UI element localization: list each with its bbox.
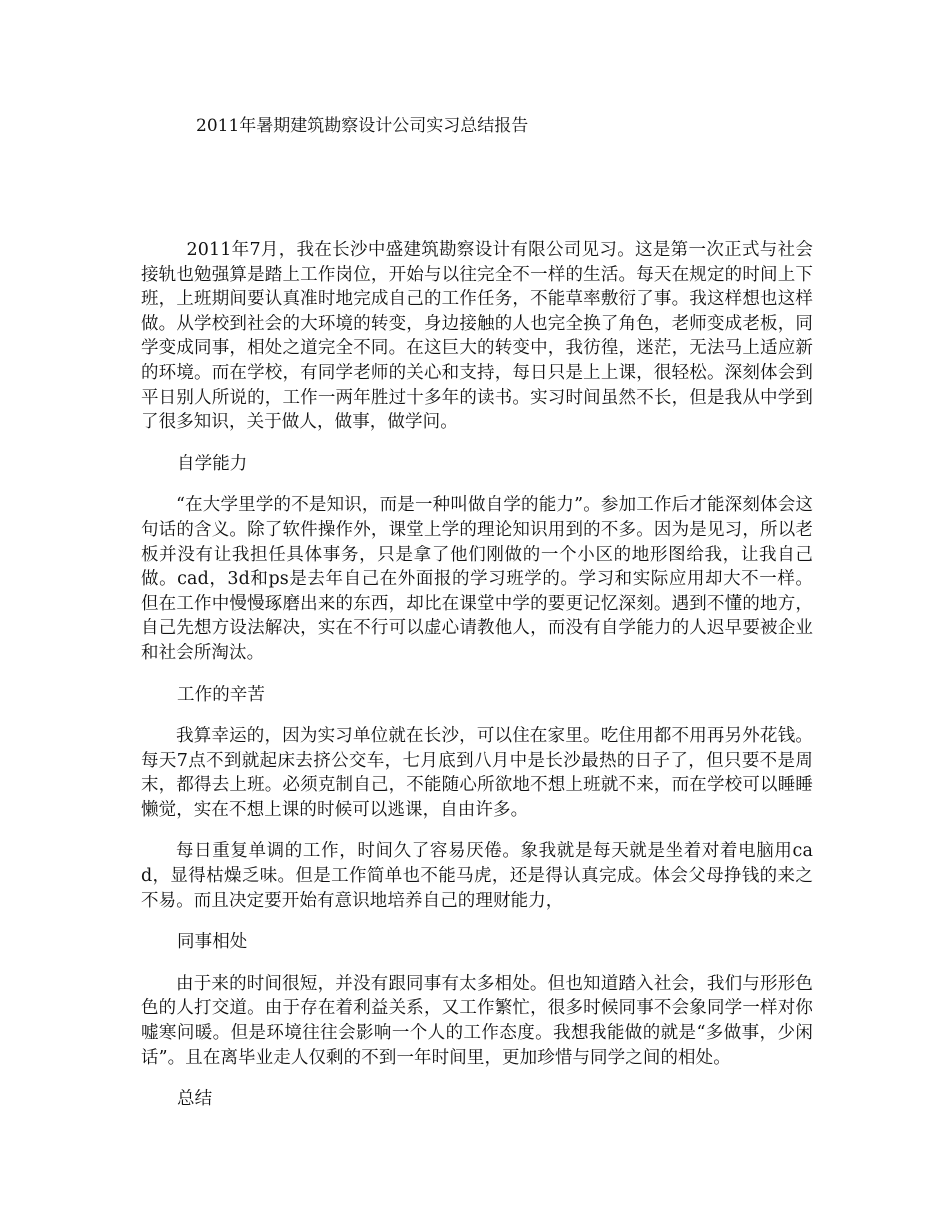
intro-paragraph: 2011年7月，我在长沙中盛建筑勘察设计有限公司见习。这是第一次正式与社会接轨也勉强算是踏上工作岗位，开始与以往完全不一样的生活。每天在规定的时间上下班，上班期间要认真准时地完成自己的工作任务，不能草率敷衍了事。我这样想也这样做。从学校到社会的大环境的转变，身边接触的人也完全换了角色，老师变成老板，同学变成同事，相处之道完全不同。在这巨大的转变中，我彷徨，迷茫，无法马上适应新的环境。而在学校，有同学老师的关心和支持，每日只是上上课，很轻松。深刻体会到平日别人所说的，工作一两年胜过十多年的读书。实习时间虽然不长，但是我从中学到了很多知识，关于做人，做事，做学问。 [141, 240, 813, 433]
section-heading-summary: 总结 [177, 1089, 213, 1110]
hardship-paragraph-1: 我算幸运的，因为实习单位就在长沙，可以住在家里。吃住用都不用再另外花钱。每天7点不到就起床去挤公交车，七月底到八月中是长沙最热的日子了，但只要不是周末，都得去上班。必须克制自己，不能随心所欲地不想上班就不来，而在学校可以睡睡懒觉，实在不想上课的时候可以逃课，自由许多。 [141, 726, 813, 820]
section-heading-colleagues: 同事相处 [177, 932, 248, 953]
colleagues-paragraph: 由于来的时间很短，并没有跟同事有太多相处。但也知道踏入社会，我们与形形色色的人打交道。由于存在着利益关系，又工作繁忙，很多时候同事不会象同学一样对你嘘寒问暖。但是环境往往会影响一个人的工作态度。我想我能做的就是“多做事，少闲话”。且在离毕业走人仅剩的不到一年时间里，更加珍惜与同学之间的相处。 [141, 973, 813, 1068]
self-learning-paragraph: “在大学里学的不是知识，而是一种叫做自学的能力”。参加工作后才能深刻体会这句话的含义。除了软件操作外，课堂上学的理论知识用到的不多。因为是见习，所以老板并没有让我担任具体事务，只是拿了他们刚做的一个小区的地形图给我，让我自己做。cad，3d和ps是去年自己在外面报的学习班学的。学习和实际应用却大不一样。但在工作中慢慢琢磨出来的东西，却比在课堂中学的要更记忆深刻。遇到不懂的地方，自己先想方设法解决，实在不行可以虚心请教他人，而没有自学能力的人迟早要被企业和社会所淘汰。 [141, 495, 813, 663]
document-body [141, 238, 813, 1129]
section-heading-hardship: 工作的辛苦 [177, 684, 265, 705]
document-title: 2011年暑期建筑勘察设计公司实习总结报告 [196, 116, 529, 136]
section-heading-self-learning: 自学能力 [177, 453, 248, 474]
hardship-paragraph-2: 每日重复单调的工作，时间久了容易厌倦。象我就是每天就是坐着对着电脑用cad，显得枯燥乏味。但是工作简单也不能马虎，还是得认真完成。体会父母挣钱的来之不易。而且决定要开始有意识地培养自己的理财能力， [141, 841, 813, 911]
